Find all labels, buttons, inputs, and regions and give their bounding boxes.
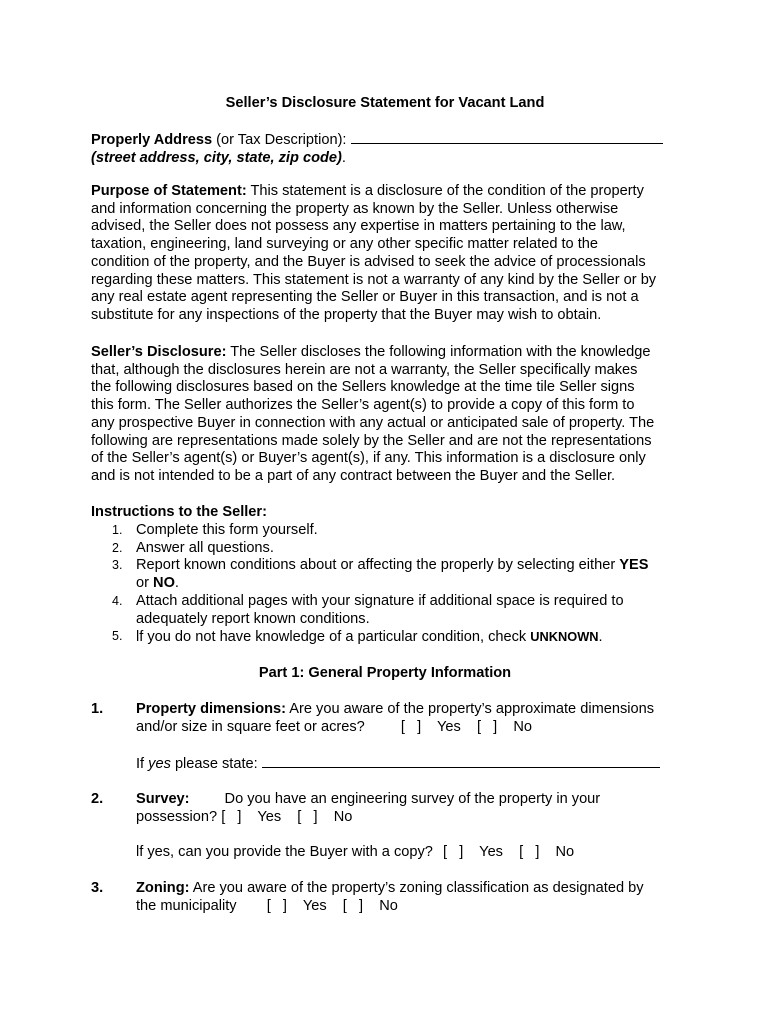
instruction-number: 4.: [112, 593, 123, 608]
question-2: [91, 791, 691, 862]
instruction-text: Answer all questions.: [136, 539, 274, 556]
question-text: lf yes, can you provide the Buyer with a copy?: [136, 844, 433, 861]
no-keyword: NO: [153, 575, 175, 592]
purpose-line: taxation, engineering, land surveying or any other specific matter related to the: [91, 236, 599, 253]
instruction-text-end: .: [598, 629, 603, 646]
instruction-item: [91, 593, 691, 628]
no-label: No: [513, 718, 533, 735]
address-input-line[interactable]: [351, 130, 663, 144]
purpose-line: regarding these matters. This statement is not a warranty of any kind by the Seller or by: [91, 271, 657, 288]
instruction-text: Report known conditions about or affecting the properly by selecting either: [136, 557, 620, 574]
instruction-number: 5.: [112, 629, 123, 644]
question-label: Survey:: [136, 791, 190, 807]
if-text: please state:: [170, 756, 262, 773]
instructions-list: [91, 522, 691, 647]
address-block: [91, 130, 691, 167]
instructions-label: Instructions to the Seller:: [91, 504, 267, 520]
disclosure-line: following are representations made solely by the Seller and are not the representations: [91, 432, 652, 449]
question-number: 3.: [91, 880, 104, 896]
yes-label: Yes: [479, 844, 503, 861]
instruction-item: [91, 540, 691, 558]
question-1: [91, 701, 691, 774]
dimensions-input-line[interactable]: [262, 754, 660, 768]
if-yes-italic: yes: [148, 756, 171, 773]
document-title: Seller’s Disclosure Statement for Vacant Land: [225, 95, 545, 111]
no-checkbox[interactable]: [ ]: [476, 718, 498, 735]
question-text: Are you aware of the property’s zoning classification as designated by: [189, 880, 644, 896]
purpose-line: advised, the Seller does not possess any expertise in matters pertaining to the law,: [91, 218, 626, 235]
question-text: possession?: [136, 808, 218, 825]
question-text: the municipality: [136, 897, 237, 914]
instruction-text: or: [136, 575, 154, 592]
instruction-text-end: .: [174, 575, 179, 592]
disclosure-line: this form. The Seller authorizes the Seller’s agent(s) to provide a copy of this form to: [91, 397, 635, 414]
purpose-label: Purpose of Statement:: [91, 183, 247, 199]
yes-keyword: YES: [619, 557, 649, 574]
disclosure-line: any prospective Buyer in connection with any actual or anticipated sale of property. The: [91, 414, 655, 431]
question-label: Zoning:: [136, 880, 190, 896]
question-label: Property dimensions:: [136, 701, 287, 717]
yes-label: Yes: [257, 808, 282, 825]
if-text: If: [136, 756, 149, 773]
instructions-heading: [91, 504, 691, 522]
address-label: Properly Address: [91, 132, 213, 148]
disclosure-paragraph: [91, 344, 691, 486]
disclosure-line: the following disclosures based on the Sellers knowledge at the time tile Seller signs: [91, 379, 635, 396]
instruction-number: 2.: [112, 540, 123, 555]
unknown-keyword: UNKNOWN: [530, 629, 599, 645]
address-hint-end: .: [341, 149, 346, 166]
no-checkbox[interactable]: [ ]: [342, 897, 364, 914]
instruction-text: adequately report known conditions.: [136, 610, 370, 627]
instruction-number: 3.: [112, 558, 123, 573]
purpose-paragraph: [91, 183, 691, 325]
purpose-line: and information concerning the property as known by the Seller. Unless otherwise: [91, 200, 619, 217]
part1-title: Part 1: General Property Information: [258, 665, 512, 681]
purpose-line: any real estate agent representing the Seller or Buyer in this transaction, and is not a: [91, 289, 639, 306]
address-paren: (or Tax Description):: [212, 132, 351, 148]
disclosure-line: and is not intended to be a part of any contract between the Buyer and the Seller.: [91, 467, 616, 484]
yes-checkbox[interactable]: [ ]: [443, 844, 464, 861]
address-hint: (street address, city, state, zip code): [91, 149, 342, 166]
instruction-text: Attach additional pages with your signature if additional space is required to: [136, 592, 624, 609]
yes-label: Yes: [302, 897, 327, 914]
purpose-line: substitute for any inspections of the property that the Buyer may wish to obtain.: [91, 306, 602, 323]
no-label: No: [333, 808, 353, 825]
instruction-text: Complete this form yourself.: [136, 522, 318, 538]
disclosure-label: Seller’s Disclosure:: [91, 344, 227, 360]
yes-checkbox[interactable]: [ ]: [221, 808, 242, 825]
instruction-item: [91, 522, 691, 540]
yes-checkbox[interactable]: [ ]: [266, 897, 287, 914]
question-3: [91, 880, 691, 915]
purpose-line: condition of the property, and the Buyer is advised to seek the advice of processionals: [91, 253, 646, 270]
instruction-item: [91, 628, 691, 647]
question-number: 2.: [91, 791, 104, 807]
question-text: Are you aware of the property’s approximate dimensions: [286, 701, 655, 717]
no-label: No: [379, 897, 398, 914]
yes-checkbox[interactable]: [ ]: [400, 718, 422, 735]
no-checkbox[interactable]: [ ]: [297, 808, 318, 825]
disclosure-line: of the Seller’s agent(s) or Buyer’s agent(s), if any. This information is a disclosure only: [91, 450, 646, 467]
instruction-item: [91, 557, 691, 592]
disclosure-line: that, although the disclosures herein are not a warranty, the Seller specifically makes: [91, 361, 638, 378]
purpose-line: This statement is a disclosure of the condition of the property: [246, 183, 644, 199]
instruction-text: lf you do not have knowledge of a particular condition, check: [136, 629, 531, 646]
disclosure-line: The Seller discloses the following information with the knowledge: [226, 344, 651, 360]
instruction-number: 1.: [112, 523, 123, 537]
no-checkbox[interactable]: [ ]: [519, 844, 540, 861]
question-text: and/or size in square feet or acres?: [136, 718, 365, 735]
question-text: Do you have an engineering survey of the property in your: [224, 791, 601, 807]
yes-label: Yes: [437, 718, 461, 735]
question-number: 1.: [91, 701, 104, 717]
no-label: No: [555, 844, 575, 861]
